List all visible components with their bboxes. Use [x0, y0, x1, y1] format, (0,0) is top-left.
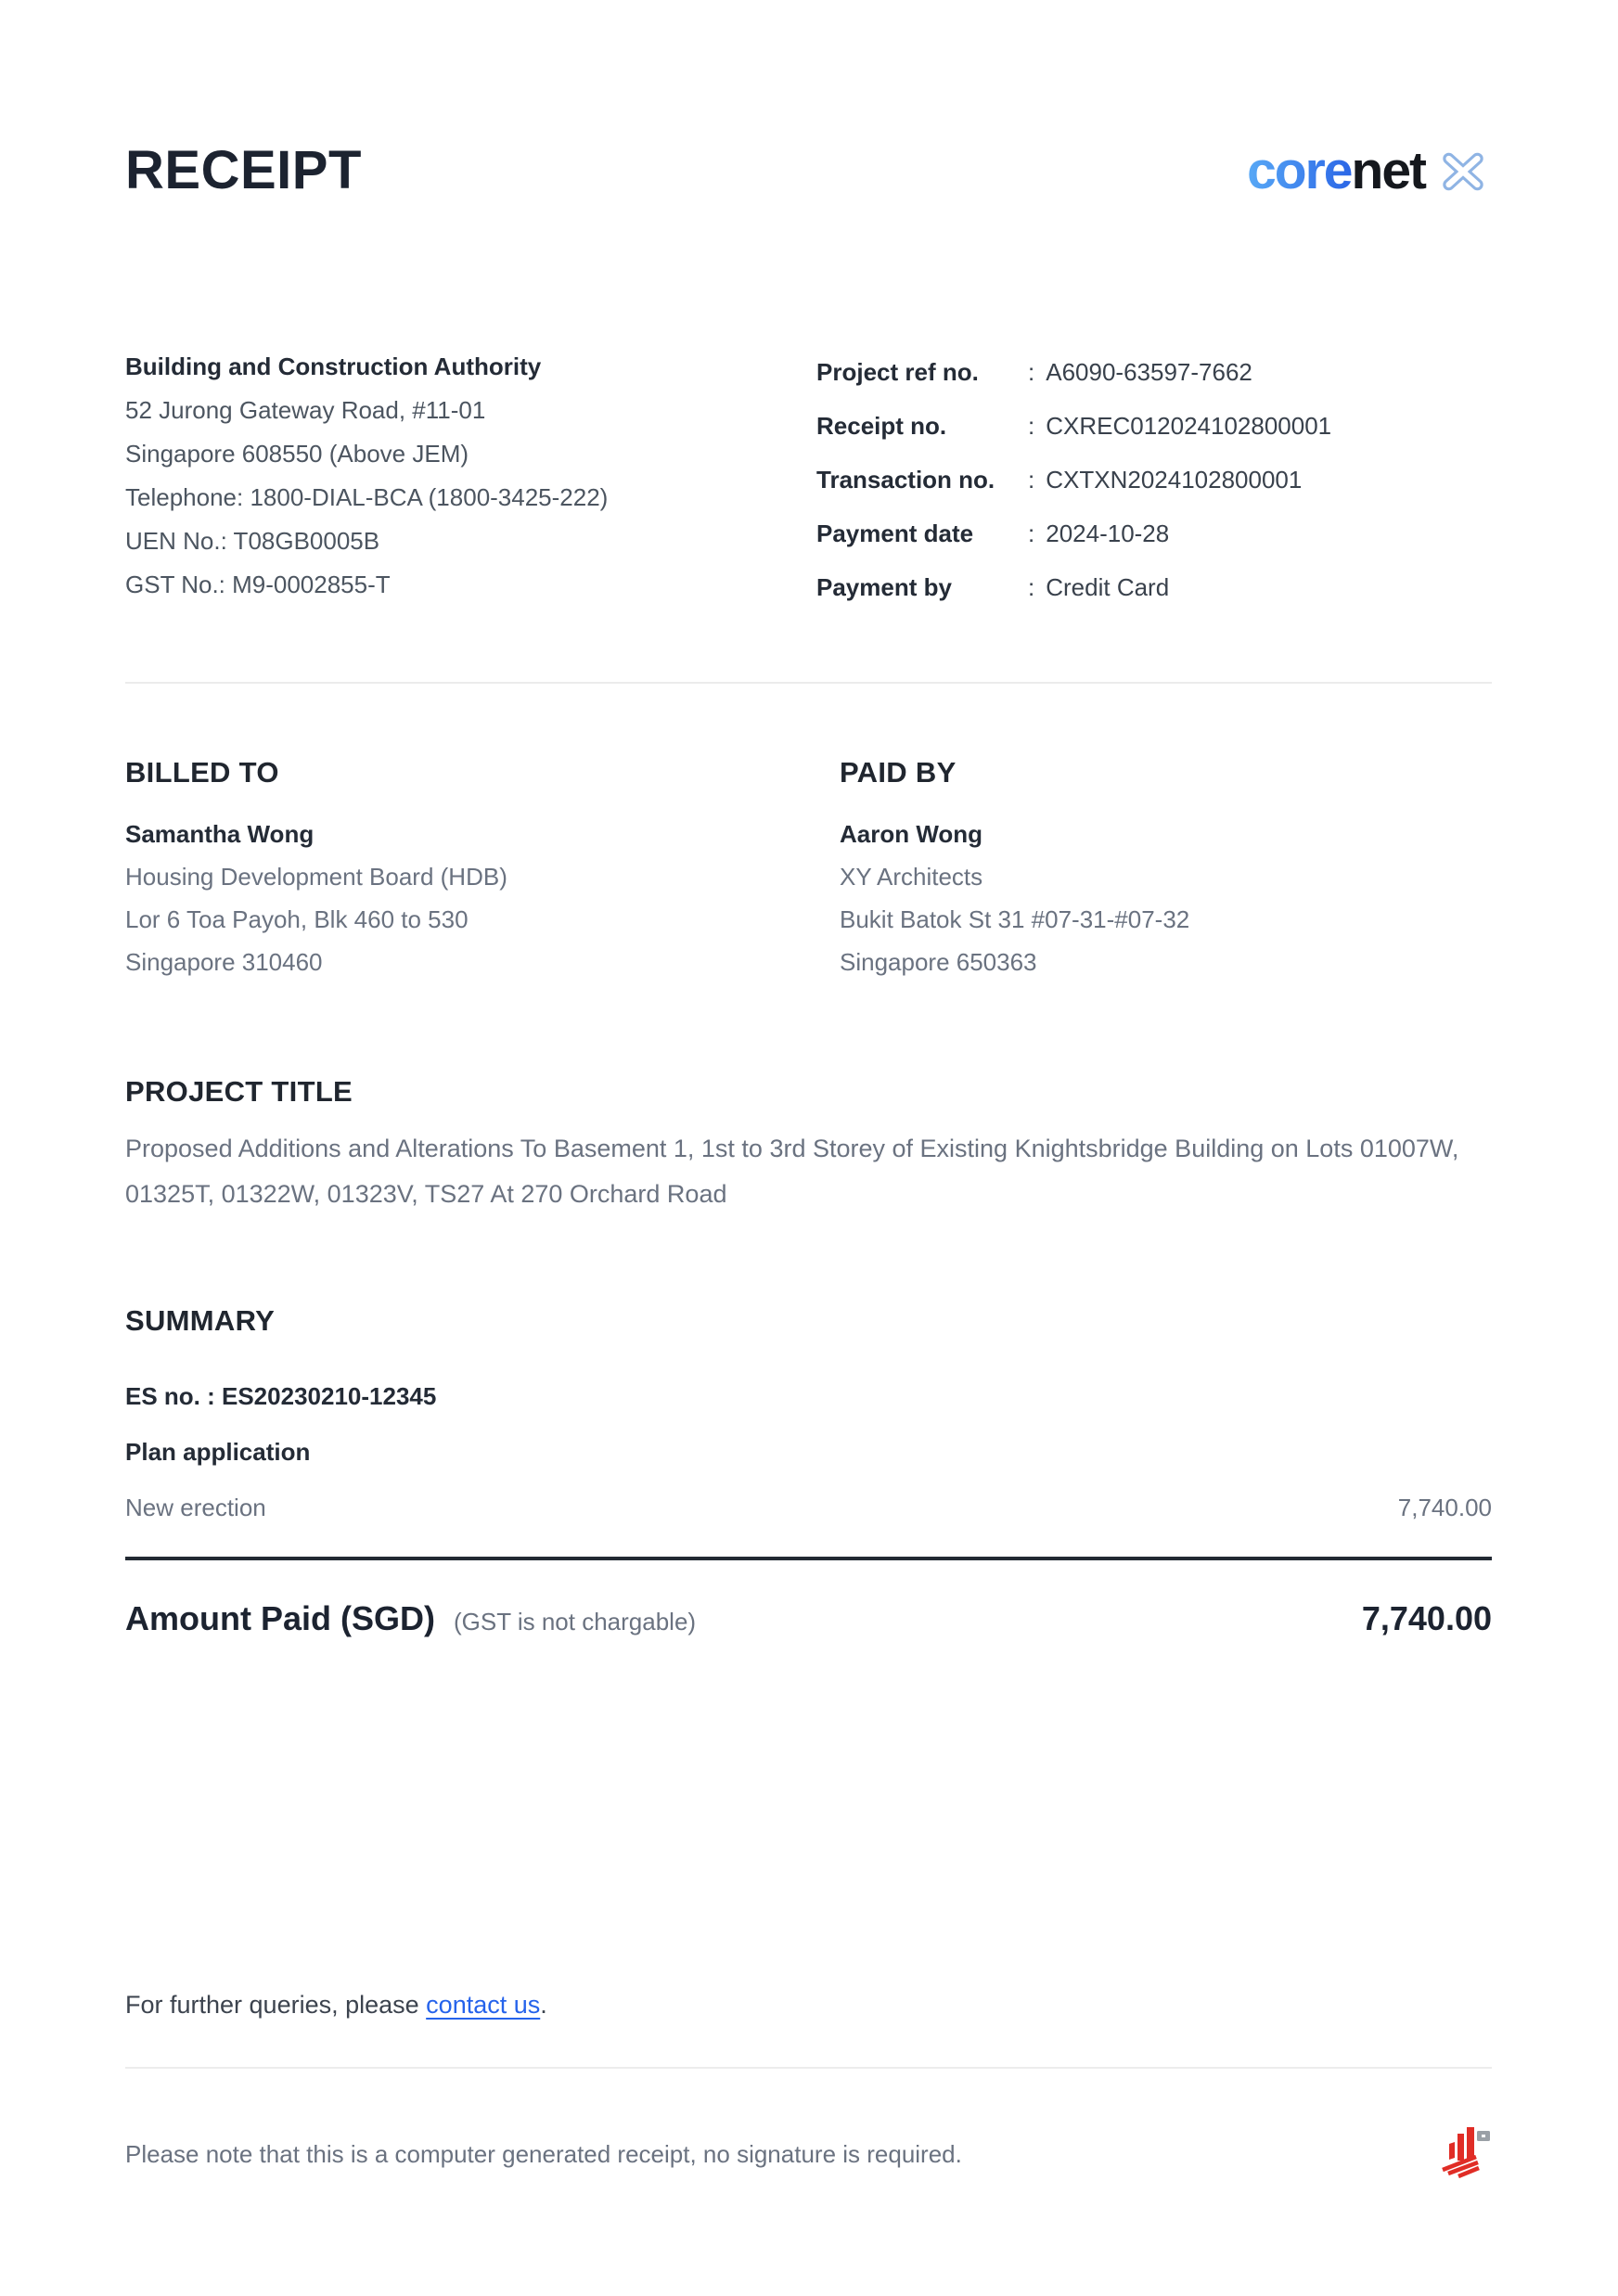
- payment-details-grid: [816, 345, 1492, 614]
- amount-paid-value: 7,740.00: [1361, 1599, 1492, 1637]
- paid-by-line: Singapore 650363: [840, 948, 1037, 976]
- paid-by-heading: PAID BY: [840, 756, 957, 789]
- amount-paid-row: [125, 1597, 1492, 1644]
- detail-separator: :: [1028, 411, 1035, 440]
- issuer-address-line: Singapore 608550 (Above JEM): [125, 440, 469, 468]
- x-mark-icon: [1434, 146, 1492, 202]
- footer-divider: [125, 2067, 1492, 2069]
- page-title: RECEIPT: [125, 140, 362, 200]
- issuer-uen-line: UEN No.: T08GB0005B: [125, 527, 380, 555]
- detail-separator: :: [1028, 357, 1035, 386]
- contact-line: [125, 1989, 1492, 2020]
- header-info-section: [125, 345, 1492, 614]
- billed-to-section: [125, 755, 840, 983]
- issuer-address-line: 52 Jurong Gateway Road, #11-01: [125, 396, 486, 424]
- logo-core-text: core: [1247, 141, 1352, 200]
- summary-group-label: Plan application: [125, 1438, 311, 1466]
- billed-to-name: Samantha Wong: [125, 820, 315, 848]
- contact-us-link[interactable]: contact us: [426, 1991, 541, 2019]
- detail-label: Payment date: [816, 519, 974, 547]
- billed-to-heading: BILLED TO: [125, 756, 279, 789]
- project-title-section: [125, 1074, 1492, 1217]
- summary-heading: SUMMARY: [125, 1304, 276, 1337]
- parties-section: [125, 755, 1492, 983]
- paid-by-name: Aaron Wong: [840, 820, 983, 848]
- summary-line-item: [125, 1489, 1492, 1526]
- issuer-phone-line: Telephone: 1800-DIAL-BCA (1800-3425-222): [125, 483, 609, 511]
- contact-text: For further queries, please: [125, 1991, 427, 2019]
- es-number: ES no. : ES20230210-12345: [125, 1382, 437, 1410]
- billed-to-line: Singapore 310460: [125, 948, 323, 976]
- summary-section: [125, 1303, 1492, 1526]
- paid-by-line: Bukit Batok St 31 #07-31-#07-32: [840, 905, 1190, 933]
- contact-suffix: .: [540, 1991, 547, 2019]
- detail-row-payment-by: [816, 560, 1492, 614]
- footer-note: Please note that this is a computer generated receipt, no signature is required.: [125, 2139, 962, 2168]
- detail-label: Project ref no.: [816, 357, 979, 386]
- detail-separator: :: [1028, 465, 1035, 494]
- project-title-heading: PROJECT TITLE: [125, 1075, 353, 1108]
- issuer-gst-line: GST No.: M9-0002855-T: [125, 571, 391, 598]
- detail-label: Receipt no.: [816, 411, 947, 440]
- bca-logo-icon: [1436, 2124, 1492, 2183]
- paid-by-section: [840, 755, 1189, 983]
- project-description: Proposed Additions and Alterations To Basement 1, 1st to 3rd Storey of Existing Knightsbridge Building on Lots 01007W, 01325T, 01322W, 01323V, TS27 At 270 Orchard Road: [125, 1135, 1459, 1208]
- detail-row-payment-date: [816, 507, 1492, 560]
- footer: [125, 2124, 1492, 2183]
- amount-paid-label: Amount Paid (SGD): [125, 1599, 435, 1637]
- total-rule: [125, 1557, 1492, 1560]
- line-item-amount: 7,740.00: [1397, 1494, 1492, 1521]
- detail-value: Credit Card: [1046, 572, 1170, 601]
- gst-note: (GST is not chargable): [453, 1608, 697, 1635]
- billed-to-line: Housing Development Board (HDB): [125, 863, 507, 891]
- detail-row-receipt-no: [816, 399, 1492, 453]
- header: [125, 139, 1492, 202]
- detail-label: Payment by: [816, 572, 952, 601]
- corenet-x-logo: [1247, 140, 1492, 202]
- issuer-address-block: [125, 345, 816, 614]
- billed-to-line: Lor 6 Toa Payoh, Blk 460 to 530: [125, 905, 469, 933]
- line-item-label: New erection: [125, 1494, 266, 1521]
- detail-row-project-ref: [816, 345, 1492, 399]
- detail-separator: :: [1028, 519, 1035, 547]
- paid-by-line: XY Architects: [840, 863, 983, 891]
- logo-net-text: net: [1351, 141, 1425, 200]
- detail-separator: :: [1028, 572, 1035, 601]
- section-divider: [125, 682, 1492, 684]
- detail-value: CXREC012024102800001: [1046, 411, 1332, 440]
- detail-row-transaction-no: [816, 453, 1492, 507]
- detail-value: CXTXN2024102800001: [1046, 465, 1303, 494]
- issuer-name: Building and Construction Authority: [125, 353, 542, 380]
- detail-value: 2024-10-28: [1046, 519, 1170, 547]
- detail-label: Transaction no.: [816, 465, 995, 494]
- detail-value: A6090-63597-7662: [1046, 357, 1252, 386]
